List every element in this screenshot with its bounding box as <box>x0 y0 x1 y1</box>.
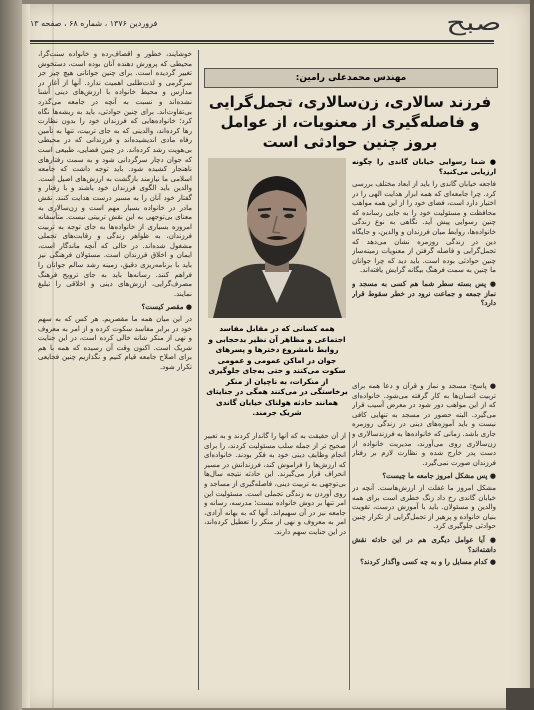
question: ● کدام مسایل را و به چه کسی واگذار کردند؟ <box>360 557 496 567</box>
portrait-image <box>208 158 346 318</box>
column-divider <box>198 50 199 690</box>
author-box: مهندس محمدعلی رامین: <box>204 68 498 88</box>
paragraph: مشکل امروز ما غفلت از ارزش‌هاست. آنچه در خیابان گاندی رخ داد زنگ خطری است برای همه والدین و مسئولان. باید با آموزش درست، تقویت بنیان خانواده و پرهیز از تجمل‌گرایی از تکرار چنین حوادثی جلوگیری کرد. <box>352 483 496 531</box>
paragraph: خوشایند، خطور و اقصاف‌رده و خانواده سنت‌گرا، محیطی که پرورش دهنده آنان بوده است، دستخوش تغییر گردیده است. برای چنین جوانانی هیچ چیز جز سرگرمی و لذت‌طلبی اهمیت ندارد. آنها از آغاز در مدارس و محیط خانواده با ارزش‌های دینی آشنا نشده‌اند و نسبت به آنچه در جامعه می‌گذرد بی‌تفاوت‌اند. برای چنین حوادثی، باید به ریشه‌ها نگاه کرد؛ خانواده‌هایی که فرزندان خود را بدون نظارت رها کرده‌اند، والدینی که به جای تربیت، تنها به تأمین رفاه مادی اندیشیده‌اند و فرزندانی که در محیطی بی‌هویت رشد کرده‌اند. در چنین فضایی، طبیعی است که جوان دچار سرگردانی شود و به سمت رفتارهای ناهنجار کشیده شود. باید توجه داشت که جامعه اسلامی ما نیازمند بازگشت به ارزش‌های اصیل است. والدین باید الگوی فرزندان خود باشند و با رفتار و گفتار خود آنان را به مسیر درست هدایت کنند. نقش مادر در خانواده بسیار مهم است و زن‌سالاری به معنای بی‌توجهی به این نقش تربیتی نیست. متأسفانه امروزه بسیاری از خانواده‌ها به جای توجه به تربیت فرزندان، به ظواهر زندگی و رقابت‌های تجملی مشغول شده‌اند. در حالی که آنچه ماندگار است، ایمان و اخلاق فرزندان است. مسئولان فرهنگی نیز باید با برنامه‌ریزی دقیق، زمینه رشد سالم جوانان را فراهم کنند. رسانه‌ها باید به جای ترویج فرهنگ مصرف‌گرایی، ارزش‌های دینی و اخلاقی را تبلیغ نمایند. <box>38 50 192 298</box>
article-column-left <box>38 50 192 695</box>
article-column-right-bottom <box>352 382 496 695</box>
paragraph: در این میان همه ما مقصریم. هر کس که به سهم خود در برابر مفاسد سکوت کرده و از امر به معروف و نهی از منکر شانه خالی کرده است، در این جنایت شریک است. اکنون وقت آن رسیده که همه با هم برای اصلاح جامعه قیام کنیم و نگذاریم چنین فجایعی تکرار شود. <box>38 315 192 371</box>
column-divider <box>349 432 350 690</box>
author-photo <box>208 158 346 318</box>
page-corner <box>506 688 534 710</box>
masthead-rule-thin <box>30 43 494 44</box>
page-right-edge <box>530 0 534 710</box>
paragraph: فاجعه خیابان گاندی را باید از ابعاد مختلف بررسی کرد. چرا جامعه‌ای که همه ابزار هدایت الهی را در اختیار دارد است، فضای خود را از این همه مواهب محافظت و مسئولیت خود را به جایی رسانده که چنین رسوایی پیش آید. نگاهی به نوع زندگی خانواده‌ها، روابط میان فرزندان و والدین، و جایگاه دین در زندگی روزمره نشان می‌دهد که تجمل‌گرایی و فاصله گرفتن از معنویات زمینه‌ساز چنین حوادثی بوده است. باید دید که چرا جوانان ما چنین به سمت فرهنگ بیگانه گرایش یافته‌اند. <box>352 180 496 275</box>
question: ● پس بسته سطر شما هم کسی به مسجد و نماز جمعه و جماعت نرود در خطر سقوط قرار دارد؟ <box>352 278 496 308</box>
article-column-right-top <box>352 180 496 380</box>
question: ● آیا عوامل دیگری هم در این حادثه نقش داشته‌اند؟ <box>352 534 496 554</box>
lead-question: ● شما رسوایی خیابان گاندی را چگونه ارزیابی می‌کنید؟ <box>352 158 496 176</box>
masthead-rule <box>30 40 494 42</box>
masthead <box>30 8 502 38</box>
page-left-strip <box>0 0 22 710</box>
question: ● پس مشکل امروز جامعه ما چیست؟ <box>382 471 496 481</box>
article-headline: فرزند سالاری، زن‌سالاری، تجمل‌گرایی و فاصله‌گیری از معنویات، از عوامل بروز چنین حوادثی است <box>208 93 492 151</box>
page-binding <box>22 4 30 708</box>
paragraph: از آن حقیقت به که آنها را گاندار کردند و به تعبیر صحیح تر از جمله سلب مسئولیت کردند، را برای انجام وظایف دینی خود به فکر بودند. خانواده‌ای که ارزش‌ها را فراموش کند، فرزندانش در مسیر انحراف قرار می‌گیرند. این حادثه نتیجه سال‌ها بی‌توجهی به تربیت دینی، فاصله‌گیری از مساجد و روی آوردن به زندگی تجملی است. مسئولیت این امر تنها بر دوش خانواده نیست؛ مدرسه، رسانه و جامعه نیز در آن سهیم‌اند. آنها که به بهانه آزادی، امر به معروف و نهی از منکر را تعطیل کرده‌اند، در این جنایت سهم دارند. <box>204 432 346 536</box>
question: ● مقصر کیست؟ <box>141 302 192 312</box>
issue-line: فروردین ۱۳۷۶ ، شماره ۶۸ ، صفحه ۱۳ <box>30 18 158 28</box>
article-column-middle <box>204 432 346 695</box>
photo-caption: همه کسانی که در مقابل مفاسد اجتماعی و مظاهر آن نظیر بدحجابی و روابط نامشروع دخترها و پسرهای جوان در اماکن عمومی و عمومی سکوت می‌کنند و حتی به‌جای جلوگیری از منکرات، به ناچیان از منکر برخاستگی در می‌کنند همگی در جنایتای همانند حادثه هولناک خیابان گاندی شریک جرمند. <box>206 324 348 417</box>
masthead-logo: صبح <box>446 10 502 36</box>
paragraph: ● پاسخ: مسجد و نماز و قرآن و دعا همه برای تربیت انسان‌ها به کار گرفته می‌شود. خانواده‌ای که از این مواهب دور شود در معرض آسیب قرار می‌گیرد. البته حضور در مسجد به تنهایی کافی نیست و باید آموزه‌های دینی در زندگی روزمره جاری باشد. زمانی که خانواده‌ها به فرزندسالاری و زن‌سالاری روی می‌آورند، مدیریت خانواده از دست پدر خارج شده و نظارت لازم بر رفتار فرزندان صورت نمی‌گیرد. <box>352 382 496 467</box>
